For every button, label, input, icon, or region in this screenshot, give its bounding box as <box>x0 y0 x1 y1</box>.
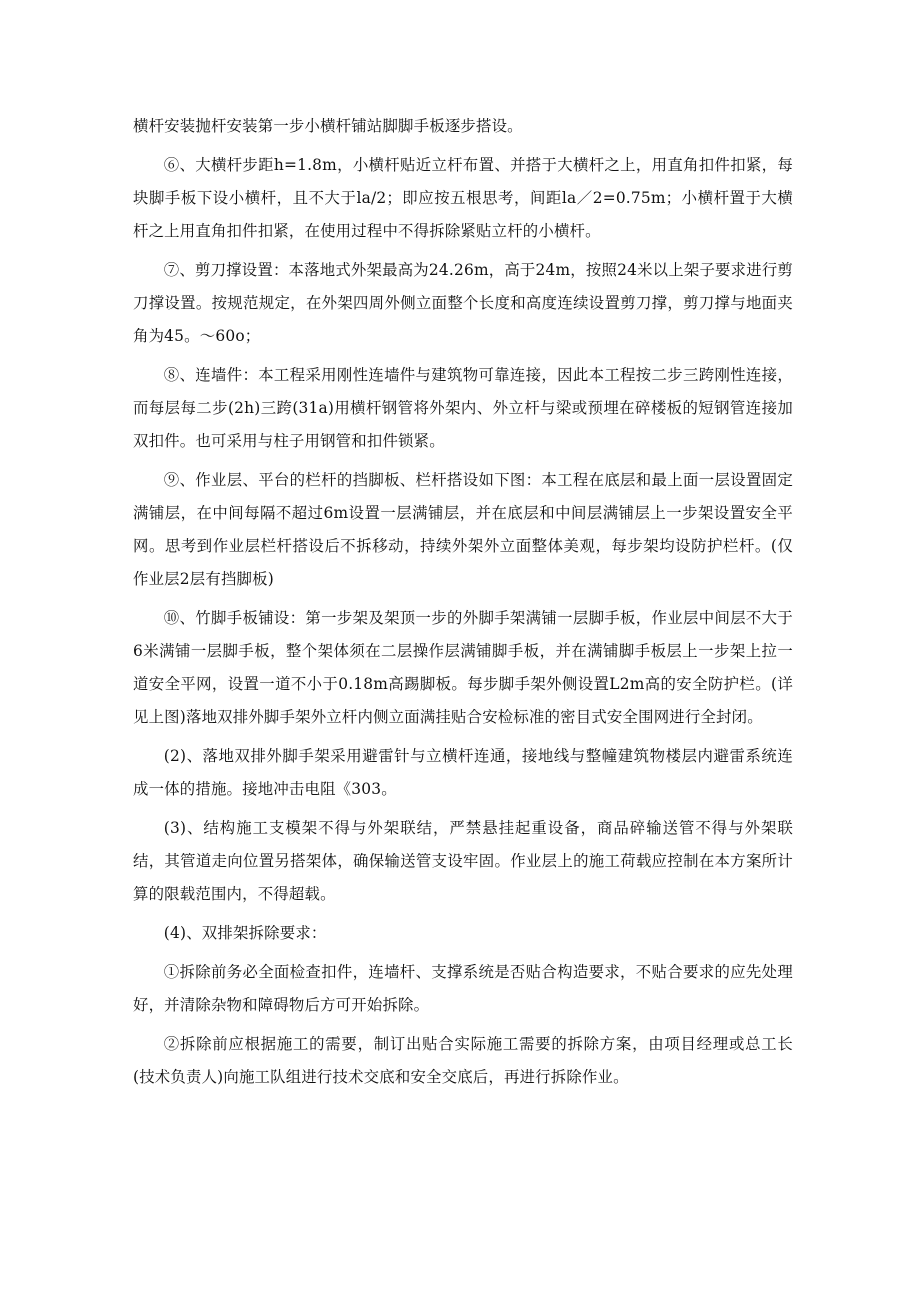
paragraph-section-4-heading: (4)、双排架拆除要求： <box>163 924 327 942</box>
paragraph-section-3: (3)、结构施工支模架不得与外架联结，严禁悬挂起重设备，商品碎输送管不得与外架联结，其管道走向位置另搭架体，确保输送管支设牢固。作业层上的施工荷载应控制在本方案所计算的限载范围内，不得超载。 <box>133 819 793 903</box>
paragraph-item-7: ⑦、剪刀撑设置：本落地式外架最高为24.26m，高于24m，按照24米以上架子要求进行剪刀撑设置。按规范规定，在外架四周外侧立面整个长度和高度连续设置剪刀撑，剪刀撑与地面夹角为45。～60o； <box>133 261 793 345</box>
paragraph-section-2: (2)、落地双排外脚手架采用避雷针与立横杆连通，接地线与整幢建筑物楼层内避雷系统连成一体的措施。接地冲击电阻《303。 <box>133 747 793 798</box>
paragraph-item-10: ⑩、竹脚手板铺设：第一步架及架顶一步的外脚手架满铺一层脚手板，作业层中间层不大于6米满铺一层脚手板，整个架体须在二层操作层满铺脚手板，并在满铺脚手板层上一步架上拉一道安全平网，设置一道不小于0.18m高踢脚板。每步脚手架外侧设置L2m高的安全防护栏。(详见上图)落地双排外脚手架外立杆内侧立面满挂贴合安检标准的密目式安全围网进行全封闭。 <box>133 609 793 726</box>
paragraph-item-9: ⑨、作业层、平台的栏杆的挡脚板、栏杆搭设如下图：本工程在底层和最上面一层设置固定满铺层，在中间每隔不超过6m设置一层满铺层，并在底层和中间层满铺层上一步架设置安全平网。思考到作业层栏杆搭设后不拆移动，持续外架外立面整体美观，每步架均设防护栏杆。(仅作业层2层有挡脚板) <box>133 471 793 588</box>
paragraph-item-6: ⑥、大横杆步距h=1.8m，小横杆贴近立杆布置、并搭于大横杆之上，用直角扣件扣紧，每块脚手板下设小横杆，且不大于la/2；即应按五根思考，间距la／2=0.75m；小横杆置于大横杆之上用直角扣件扣紧，在使用过程中不得拆除紧贴立杆的小横杆。 <box>133 156 793 240</box>
paragraph-removal-1: ①拆除前务必全面检查扣件，连墙杆、支撑系统是否贴合构造要求，不贴合要求的应先处理好，并清除杂物和障碍物后方可开始拆除。 <box>133 963 793 1014</box>
paragraph-continuation: 横杆安装抛杆安装第一步小横杆铺站脚脚手板逐步搭设。 <box>133 117 523 135</box>
paragraph-removal-2: ②拆除前应根据施工的需要，制订出贴合实际施工需要的拆除方案，由项目经理或总工长(技术负责人)向施工队组进行技术交底和安全交底后，再进行拆除作业。 <box>133 1035 793 1086</box>
paragraph-item-8: ⑧、连墙件：本工程采用刚性连墙件与建筑物可靠连接，因此本工程按二步三跨刚性连接，而每层每二步(2h)三跨(31a)用横杆钢管将外架内、外立杆与梁或预埋在碎楼板的短钢管连接加双扣件。也可采用与柱子用钢管和扣件锁紧。 <box>133 366 793 450</box>
document-body <box>133 110 793 1094</box>
